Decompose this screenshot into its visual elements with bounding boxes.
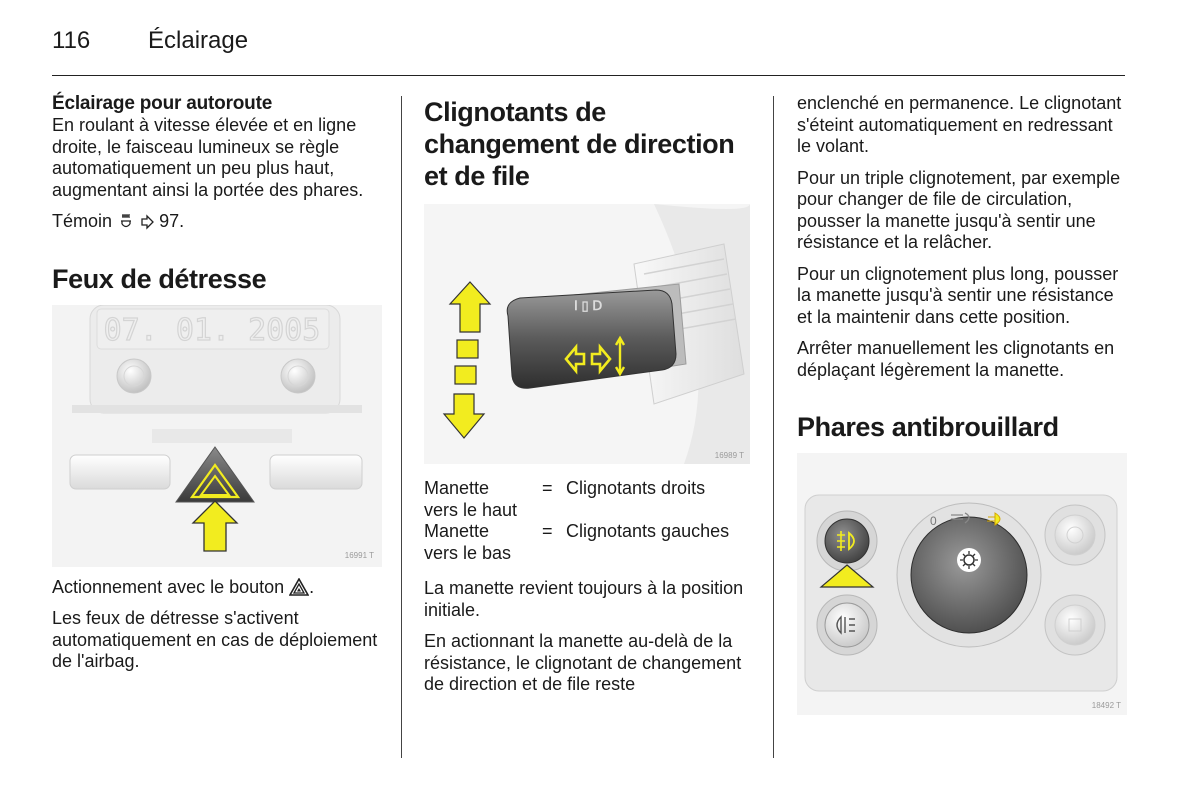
hazard-switch-figure	[52, 305, 382, 567]
section-title-motorway-lighting: Éclairage pour autoroute	[52, 93, 273, 114]
section-title-fog-lights: Phares antibrouillard	[797, 412, 1059, 442]
clock-display: 07. 01. 2005	[103, 312, 321, 348]
section-title-turn-signals: Clignotants de changement de direction et de file	[424, 97, 735, 191]
page-reference-arrow-icon	[140, 214, 154, 230]
dial-off-label: 0	[930, 514, 937, 528]
manual-stop-text: Arrêter manuellement les clignotants en déplaçant légèrement la manette.	[797, 338, 1115, 380]
definition-row: Manette vers le haut = Clignotants droits	[424, 478, 706, 520]
svg-text:Ⅰ ▯ Ⅾ: Ⅰ ▯ Ⅾ	[574, 298, 603, 313]
long-flash-text: Pour un clignotement plus long, pousser la manette jusqu'à sentir une résistance et la maintenir dans cette position.	[797, 263, 1119, 327]
hazard-airbag-text: Les feux de détresse s'activent automatiquement en cas de déploiement de l'airbag.	[52, 608, 378, 671]
page-header	[52, 24, 1125, 74]
signal-continuation-text: enclenché en permanence. Le clignotant s'éteint automatiquement en redressant le volant.	[797, 93, 1122, 156]
chapter-title: Éclairage	[148, 27, 249, 54]
turn-signal-lever-figure	[424, 204, 750, 464]
figure-code: 16989 T	[714, 451, 744, 460]
definition-row: Manette vers le bas = Clignotants gauches	[424, 521, 730, 563]
lever-definitions	[424, 478, 754, 564]
light-switch-dial[interactable]	[911, 517, 1027, 633]
figure-code: 16991 T	[344, 550, 374, 560]
lever-return-text: La manette revient toujours à la position initiale.	[424, 578, 744, 620]
header-rule	[52, 75, 1125, 76]
column-1	[52, 93, 382, 673]
indicator-reference: Témoin 97.	[52, 211, 185, 231]
hazard-triangle-icon	[289, 578, 309, 596]
rear-fog-light-button[interactable]	[825, 603, 869, 647]
column-3	[797, 93, 1127, 715]
column-divider	[401, 96, 402, 758]
front-fog-light-button[interactable]	[825, 519, 869, 563]
hazard-switch-illustration	[52, 305, 382, 567]
page-number: 116	[52, 27, 91, 54]
section-title-hazard-lights: Feux de détresse	[52, 263, 267, 294]
fog-light-switch-illustration	[797, 453, 1127, 715]
figure-code: 18492 T	[1091, 701, 1121, 710]
headlight-range-icon	[117, 212, 135, 230]
triple-flash-text: Pour un triple clignotement, par exemple pour changer de file de circulation, pousser la manette jusqu'à sentir une résistance et la relâcher.	[797, 167, 1121, 252]
hazard-operation-text: Actionnement avec le bouton .	[52, 576, 315, 597]
lever-beyond-resistance-text: En actionnant la manette au-delà de la résistance, le clignotant de changement de direction et de file reste	[424, 631, 742, 694]
motorway-lighting-text: En roulant à vitesse élevée et en ligne droite, le faisceau lumineux se règle automatiquement un peu plus haut, augmentant ainsi la portée des phares.	[52, 115, 364, 200]
turn-signal-lever-illustration	[424, 204, 750, 464]
column-divider	[773, 96, 774, 758]
column-2	[424, 93, 754, 696]
fog-light-switch-figure	[797, 453, 1127, 715]
